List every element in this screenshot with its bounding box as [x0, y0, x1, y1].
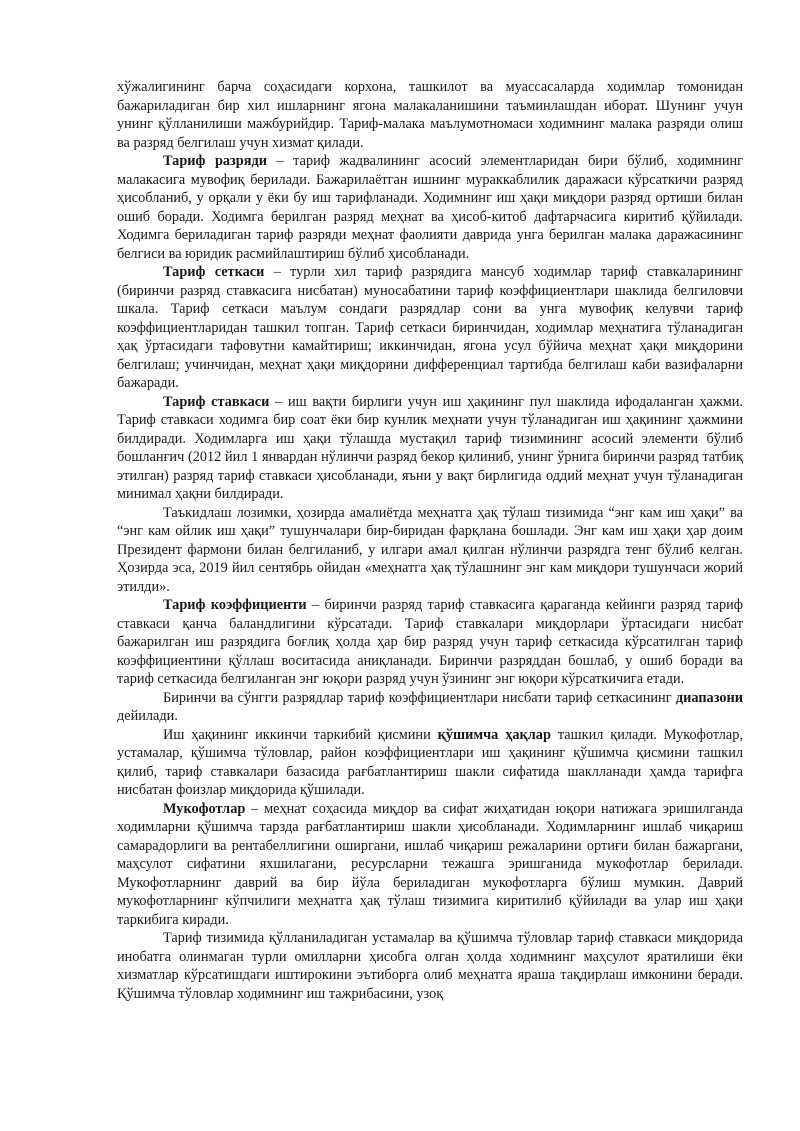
term-heading: Тариф сеткаси — [163, 264, 265, 280]
term-heading: Тариф ставкаси — [163, 393, 270, 410]
paragraph-tarif-koeffitsienti — [117, 596, 743, 689]
paragraph-text: Тариф тизимида қўлланиладиган устамалар ва қўшимча тўловлар тариф ставкаси миқдорида инобатга олинмаган турли омилларни ҳисобга олган ҳолда ходимнинг маҳсулот яратилиши ёки хизматлар кўрсатишдаги иштирокини эътиборга олиб меҳнатга яраша тақдирлаш имконини беради. Қўшимча тўловлар ходимнинг иш тажрибасини, узоқ — [117, 930, 743, 1002]
paragraph-text: дейилади. — [117, 708, 178, 724]
paragraph-text: Биринчи ва сўнгги разрядлар тариф коэффициентлари нисбати тариф сеткасининг — [163, 689, 676, 706]
paragraph-tarif-razryadi — [117, 152, 743, 263]
paragraph-text: Таъкидлаш лозимки, ҳозирда амалиётда меҳнатга ҳақ тўлаш тизимида “энг кам иш ҳақи” ва “энг кам ойлик иш ҳақи” тушунчалари бир-биридан фарқлана бошлади. Энг кам иш ҳақи ҳар доим Президент фармони билан белгиланиб, у илгари амал қилган нўлинчи разрядга тенг бўлиб келган. Ҳозирда эса, 2019 йил сентябрь ойидан «меҳнатга ҳақ тўлашнинг энг кам миқдори тушунчаси жорий этилди». — [117, 504, 743, 595]
paragraph-text: ташкил қилади. Мукофотлар, устамалар, қўшимча тўловлар, район коэффициентлари иш ҳақининг қўшимча қисмини ташкил қилиб, тариф ставкалари базасида рағбатлантириш шакли сифатида шаклланади ҳамда тарифга нисбатан фоизлар миқдорида қўшилади. — [117, 726, 743, 798]
paragraph-text: Иш ҳақининг иккинчи таркибий қисмини — [163, 726, 438, 743]
term-heading: диапазони — [675, 689, 743, 706]
paragraph-qoshimcha-haqlar — [117, 726, 743, 800]
paragraph-tarif-setkasi — [117, 263, 743, 393]
paragraph-text: хўжалигининг барча соҳасидаги корхона, ташкилот ва муассасаларда ходимлар томонидан бажариладиган бир хил ишларнинг ягона малакаланишини таъминлашдан иборат. Шунинг учун унинг қўлланилиши мажбурийдир. Тариф-малака маълумотномаси ходимнинг малака разряди олиш ва разряд белгилаш учун хизмат қилади. — [117, 79, 743, 151]
document-page — [117, 78, 743, 1003]
paragraph-minimum-wage — [117, 504, 743, 597]
term-heading: Мукофотлар — [163, 800, 246, 817]
term-heading: қўшимча ҳақлар — [437, 726, 551, 743]
paragraph-text: – тариф жадвалининг асосий элементларидан бири бўлиб, ходимнинг малакасига мувофиқ берилади. Бажарилаётган ишнинг мураккаблилик даражаси кўрсаткичи разряд ҳисобланиб, у орқали у ёки бу иш тарифланади. Ходимнинг иш ҳақи миқдори разряд ортиши билан ошиб боради. Ходимга берилган разряд меҳнат ва ҳисоб-китоб дафтарчасига киритиб қўйилади. Ходимга бериладиган тариф разряди меҳнат фаолияти даврида унга берилган малака даражасининг белгиси ва юридик расмийлаштириш бўлиб ҳисобланади. — [117, 153, 743, 262]
paragraph-text: – биринчи разряд тариф ставкасига қараганда кейинги разряд тариф ставкаси қанча баландлигини кўрсатади. Тариф ставкалари миқдорлари ўртасидаги нисбат бажарилган иш разрядига боғлиқ ҳолда ҳар бир разряд учун тариф сеткасида кўрсатилган тариф коэффициентини қўллаш воситасида аниқланади. Биринчи разряддан бошлаб, у ошиб боради ва тариф сеткасида белгиланган энг юқори разряд учун ўзининг энг юқори кўрсаткичига етади. — [117, 597, 744, 687]
paragraph-text: – меҳнат соҳасида миқдор ва сифат жиҳатидан юқори натижага эришилганда ходимларни қўшимча тарзда рағбатлантириш шакли ҳисобланади. Ходимларнинг ишлаб чиқариш самарадорлиги ва рентабеллигини оширгани, ишлаб чиқариш режаларини ортиғи билан бажаргани, маҳсулот сифатини яхшилагани, ресурсларни тежашга эришганида мукофотлар берилади. Мукофотларнинг даврий ва бир йўла бериладиган мукофотларга бўлиш мумкин. Даврий мукофотларнинг кўпчилиги меҳнатга ҳақ тўлаш тизимига киритилиб қўйилади ва улар иш ҳақи таркибига киради. — [117, 800, 743, 928]
paragraph-intro — [117, 78, 743, 152]
paragraph-text: – иш вақти бирлиги учун иш ҳақининг пул шаклида ифодаланган ҳажми. Тариф ставкаси ходимга бир соат ёки бир кунлик меҳнати учун тўланадиган иш ҳақининг ҳажмини билдиради. Ходимларга иш ҳақи тўлашда мустақил тариф тизимининг асосий элементи бўлиб бошланғич (2012 йил 1 январдан нўлинчи разряд бекор қилиниб, унинг ўрнига биринчи разряд татбиқ этилган) разряд тариф ставкаси ҳисобланади, яъни у вақт бирлигида оддий меҳнат учун тўланадиган минимал ҳақни билдиради. — [117, 393, 743, 502]
paragraph-tarif-stavkasi — [117, 393, 743, 504]
paragraph-ustamalar — [117, 929, 743, 1003]
paragraph-diapazon — [117, 689, 743, 726]
term-heading: Тариф коэффициенти — [163, 597, 307, 613]
paragraph-mukofotlar — [117, 800, 743, 930]
term-heading: Тариф разряди — [163, 153, 267, 169]
paragraph-text: – турли хил тариф разрядига мансуб ходимлар тариф ставкаларининг (биринчи разряд ставкасига нисбатан) муносабатини тариф коэффициентлари шаклида белгиловчи шкала. Тариф сеткаси маълум сондаги разрядлар сони ва унга мувофиқ келувчи тариф коэффициентларидан ташкил топган. Тариф сеткаси биринчидан, ходимлар меҳнатига тўланадиган ҳақ ўртасидаги тафовутни камайтириш; иккинчидан, ягона усул бўйича меҳнат ҳақи миқдорини белгилаш; учинчидан, меҳнат ҳақи миқдорини дифференциал тартибда белгилаш каби вазифаларни бажаради. — [117, 264, 744, 391]
